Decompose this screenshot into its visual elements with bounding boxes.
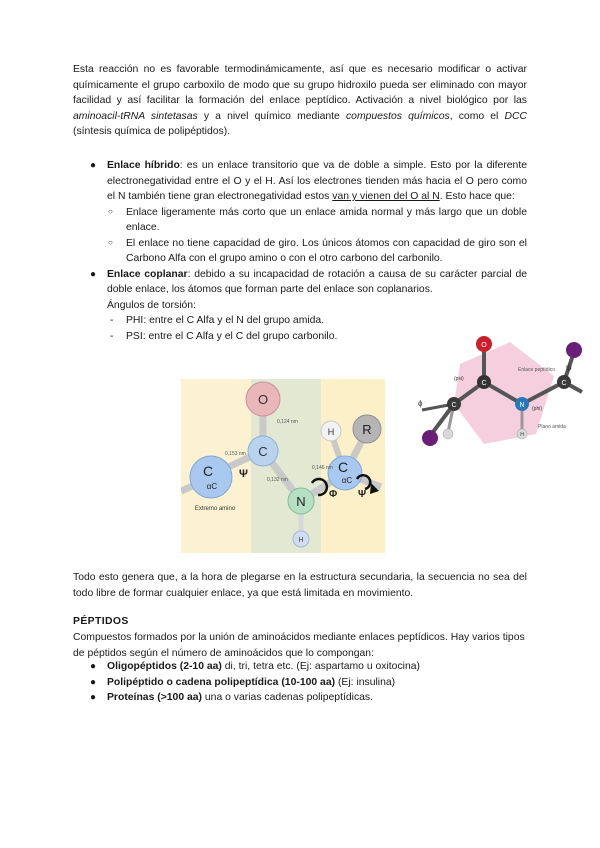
hibrido-sublist	[90, 205, 527, 267]
side-chain-left-3d	[422, 430, 438, 446]
oxygen-label: O	[257, 392, 269, 407]
psi-symbol-3d: ψ	[566, 363, 572, 372]
bond-bullet-list	[90, 158, 527, 344]
bullet-dot: ●	[90, 676, 97, 688]
bullet-dot: ●	[90, 268, 97, 280]
dash-bullet: -	[110, 315, 114, 326]
bullet-dot: ●	[90, 692, 97, 703]
peptide-type-item	[90, 675, 527, 691]
phi-label-3d: (phi)	[532, 406, 543, 412]
hibrido-text-1: : es un enlace transitorio que va de doble a simple. Esto por la diferente electronegatividad entre el O y el H. Así los electrones tienden más hacia el O pero como el N también tiene gran electronegatividad estos	[107, 160, 528, 202]
psi-right-symbol: Ψ	[358, 489, 367, 500]
nitrogen-3d-label: N	[519, 402, 525, 409]
peptide-type-name: Polipéptido o cadena polipeptídica (10-100 aa)	[107, 676, 336, 688]
bond-length-ca-c: 0,153 nm	[225, 451, 246, 457]
bullet-dot: ●	[90, 160, 97, 171]
peptide-bond-figure	[181, 379, 385, 553]
sub-item	[90, 236, 527, 267]
peptidos-heading: PÉPTIDOS	[73, 616, 129, 627]
torsion-label: Ángulos de torsión:	[107, 299, 196, 311]
torsion-item-text: PSI: entre el C Alfa y el C del grupo carbonilo.	[126, 330, 338, 342]
hydrogen-3d-label: H	[520, 432, 524, 438]
sub-item-text: Enlace ligeramente más corto que un enlace amida normal y más largo que un doble enlace.	[126, 206, 527, 233]
circle-bullet: ○	[108, 206, 113, 216]
coplanar-title: Enlace coplanar	[107, 268, 188, 280]
alpha-carbon-right-sub: αC	[341, 476, 353, 485]
peptide-type-name: Oligopéptidos (2-10 aa)	[107, 661, 222, 672]
amino-end-caption: Extremo amino	[194, 506, 236, 512]
peptide-type-name: Proteínas (>100 aa)	[107, 692, 203, 703]
hibrido-underlined: van y vienen del O al N	[332, 191, 440, 202]
psi-label-3d: (psi)	[454, 376, 464, 382]
alpha-carbon-right-label: C	[337, 459, 349, 475]
intro-italic-3: DCC	[504, 110, 527, 122]
side-chain-right-3d	[566, 342, 582, 358]
intro-text-4: (síntesis química de polipéptidos).	[73, 126, 231, 137]
alpha-carbon-left-label: C	[202, 463, 214, 479]
bond-length-co: 0,124 nm	[277, 419, 298, 425]
peptide-bond-diagram	[181, 379, 385, 553]
hydrogen-bottom-label: H	[298, 537, 304, 544]
bullet-dot: ●	[90, 661, 97, 672]
list-item-hibrido	[90, 158, 527, 267]
hibrido-text-2: . Esto hace que:	[439, 191, 515, 202]
coplanar-text: : debido a su incapacidad de rotación a causa de su carácter parcial de doble enlace, los átomos que forman parte del enlace son coplanarios.	[107, 268, 528, 295]
amide-plane-diagram	[414, 334, 586, 450]
peptide-bond-label-3d: Enlace peptídico	[518, 367, 555, 373]
intro-italic-2: compuestos químicos	[345, 110, 450, 122]
amide-plane-label-3d: Plano amida	[538, 424, 566, 430]
sub-item	[90, 205, 527, 236]
intro-text-1: Esta reacción no es favorable termodinámicamente, así que es necesario modificar o activar químicamente el grupo carboxilo de modo que su grupo hidroxilo pueda ser eliminado con mayor facilidad y así facilitar la formación del enlace peptídico. Activación a nivel biológico por las	[73, 64, 527, 106]
phi-symbol: Φ	[329, 489, 338, 500]
nitrogen-label: N	[296, 494, 306, 509]
phi-symbol-3d: ϕ	[418, 399, 423, 408]
peptide-type-desc: di, tri, tetra etc. (Ej: aspartamo u oxitocina)	[221, 661, 420, 672]
closing-paragraph: Todo esto genera que, a la hora de plegarse en la estructura secundaria, la secuencia no sea del todo libre de formar cualquier enlace, ya que está limitada en movimiento.	[73, 572, 527, 599]
peptidos-list	[90, 659, 527, 706]
r-group-label: R	[362, 422, 372, 437]
carbonyl-carbon-label: C	[258, 444, 268, 459]
hydrogen-top-label: H	[327, 427, 335, 437]
dash-bullet: -	[110, 330, 114, 342]
torsion-item-text: PHI: entre el C Alfa y el N del grupo amida.	[126, 315, 325, 326]
intro-text-3: , como el	[449, 110, 505, 122]
peptide-type-desc: una o varias cadenas polipeptídicas.	[202, 692, 373, 703]
peptide-type-item	[90, 690, 527, 706]
intro-paragraph	[73, 62, 527, 140]
peptide-type-desc: (Ej: insulina)	[335, 676, 396, 688]
hibrido-title: Enlace híbrido	[107, 160, 180, 171]
peptidos-intro: Compuestos formados por la unión de aminoácidos mediante enlaces peptídicos. Hay varios tipos de péptidos según el número de aminoácidos que lo compongan:	[73, 632, 525, 659]
peptide-type-item	[90, 659, 527, 675]
intro-italic-1: aminoacil-tRNA sintetasas	[73, 110, 198, 122]
alpha-carbon-left-3d-label: C	[451, 402, 457, 409]
carbonyl-carbon-3d-label: C	[481, 380, 487, 387]
hydrogen-left-3d	[443, 429, 453, 439]
circle-bullet: ○	[108, 237, 113, 247]
torsion-item	[90, 313, 527, 329]
bond-length-c-n: 0,132 nm	[267, 477, 288, 483]
list-item-coplanar	[90, 267, 527, 345]
intro-text-2: y a nivel químico mediante	[197, 110, 346, 122]
alpha-carbon-right-3d-label: C	[561, 380, 567, 387]
amide-plane-figure	[414, 334, 586, 450]
psi-left-symbol: Ψ	[239, 468, 248, 480]
alpha-carbon-left-sub: αC	[206, 482, 218, 491]
oxygen-3d-label: O	[481, 342, 487, 349]
bond-length-n-ca: 0,146 nm	[312, 465, 333, 471]
sub-item-text: El enlace no tiene capacidad de giro. Los únicos átomos con capacidad de giro son el Carbono Alfa con el grupo amino o con el otro carbono del carbonilo.	[126, 237, 527, 264]
